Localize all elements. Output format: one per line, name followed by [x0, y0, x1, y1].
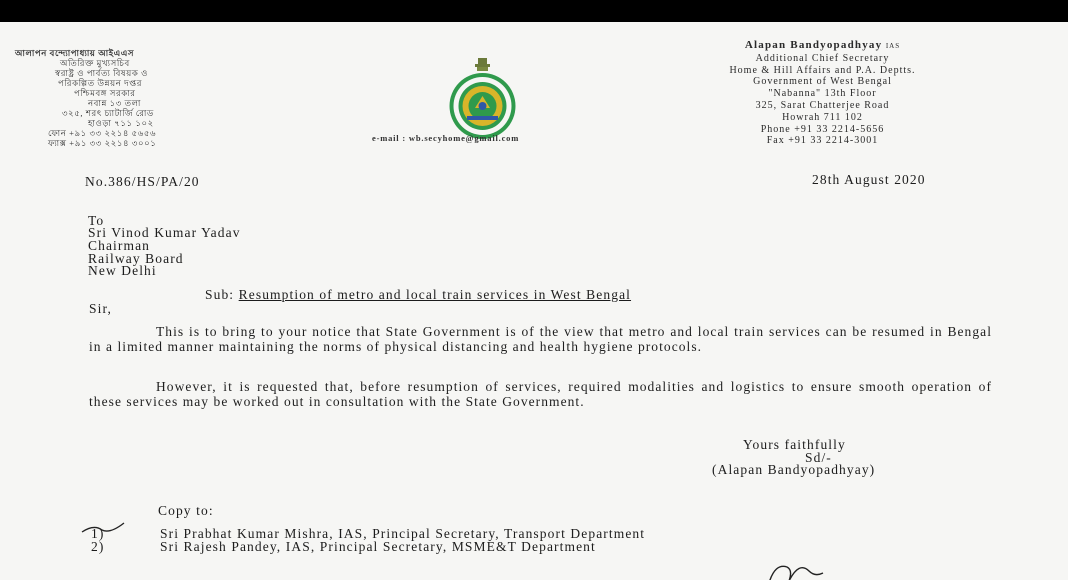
paragraph-1: This is to bring to your notice that State Government is of the view that metro and local train services can be resumed in Bengal in a limited manner maintaining the norms of physical distancing and health hygiene protocols. [89, 324, 992, 354]
subject-prefix: Sub: [205, 287, 235, 302]
header-left-line: পশ্চিমবঙ্গ সরকার [74, 88, 136, 98]
state-emblem-logo [420, 56, 545, 142]
officer-name-suffix: IAS [885, 42, 901, 50]
ashoka-emblem-icon [475, 58, 490, 71]
copy-to-label: Copy to: [158, 503, 214, 518]
copy-to-recipient: Sri Rajesh Pandey, IAS, Principal Secretary, MSME&T Department [160, 539, 596, 554]
header-left-line: নবান্ন ১৩ তলা [88, 98, 141, 108]
header-right [660, 40, 985, 147]
signatory-name: (Alapan Bandyopadhyay) [712, 462, 876, 477]
subject-text: Resumption of metro and local train services in West Bengal [238, 287, 632, 302]
letter-date: 28th August 2020 [812, 172, 926, 187]
closing-phrase: Yours faithfully [743, 437, 846, 452]
subject-line [205, 287, 631, 303]
header-left-line: ফোন +৯১ ৩৩ ২২১৪ ৫৬৫৬ [48, 128, 157, 138]
header-left-line: ফ্যাক্স +৯১ ৩৩ ২২১৪ ৩০০১ [48, 138, 157, 148]
officer-name-line [660, 40, 985, 53]
addressee-name: Sri Vinod Kumar Yadav [88, 225, 241, 240]
header-left-line: আলাপন বন্দ্যোপাধ্যায় আইএএস [15, 48, 135, 58]
header-right-line: Phone +91 33 2214-5656 [760, 123, 885, 135]
addressee-city: New Delhi [88, 263, 157, 278]
header-left-line: অতিরিক্ত মুখ্যসচিব [60, 58, 130, 68]
handwritten-signature-icon [765, 557, 825, 580]
addressee-org: Railway Board [88, 251, 184, 266]
header-right-line: Howrah 711 102 [782, 111, 863, 123]
header-left-line: হাওড়া ৭১১ ১০২ [88, 118, 154, 128]
copy-to-number: 2) [91, 539, 105, 554]
paragraph-2: However, it is requested that, before resumption of services, required modalities and logistics to ensure smooth operation of these services may be worked out in consultation with the State Government. [89, 379, 992, 409]
letter-page [0, 22, 1068, 580]
pen-tick-mark [80, 520, 130, 540]
copy-to-number: 1) [91, 526, 105, 541]
to-label: To [88, 213, 105, 228]
header-right-line: Fax +91 33 2214-3001 [766, 135, 879, 147]
header-left-line: পরিকল্পিত উন্নয়ন দপ্তর [58, 78, 143, 88]
copy-to-recipient: Sri Prabhat Kumar Mishra, IAS, Principal Secretary, Transport Department [160, 526, 646, 541]
header-right-line: Government of West Bengal [753, 76, 892, 88]
reference-number: No.386/HS/PA/20 [85, 174, 200, 189]
addressee-title: Chairman [88, 238, 151, 253]
email-address: e-mail : wb.secyhome@gmail.com [372, 133, 520, 143]
officer-name: Alapan Bandyopadhyay [744, 39, 883, 51]
header-right-line: Home & Hill Affairs and P.A. Deptts. [729, 64, 916, 76]
header-right-line: "Nabanna" 13th Floor [768, 88, 877, 100]
salutation: Sir, [89, 301, 112, 316]
header-right-line: 325, Sarat Chatterjee Road [755, 99, 890, 111]
header-right-line: Additional Chief Secretary [755, 52, 890, 64]
header-left-line: ৩২৫, শরৎ চ্যাটার্জি রোড [62, 108, 154, 118]
header-left-line: স্বরাষ্ট্র ও পার্বত্য বিষয়ক ও [55, 68, 148, 78]
signature-mark: Sd/- [805, 450, 832, 465]
